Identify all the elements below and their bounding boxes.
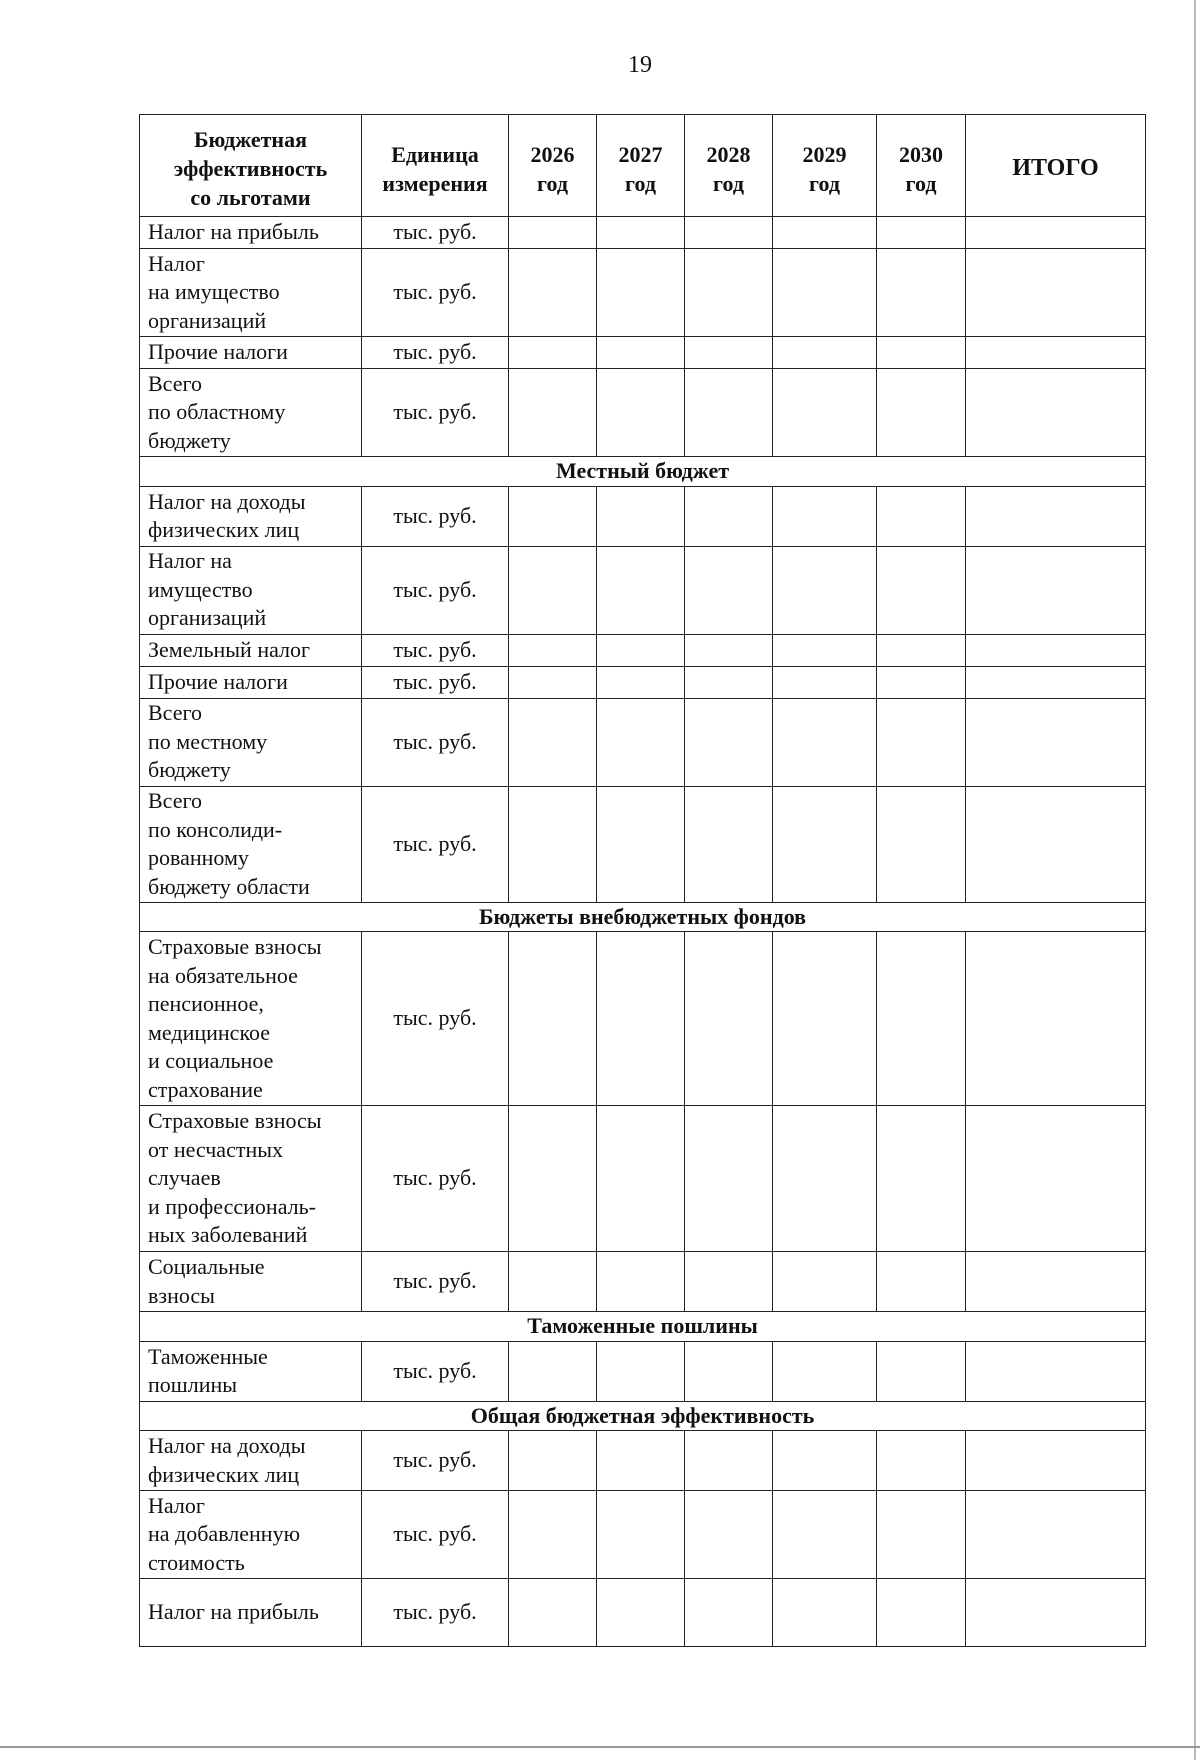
empty-value-cell xyxy=(597,1431,685,1491)
empty-value-cell xyxy=(966,666,1146,698)
empty-value-cell xyxy=(877,698,966,786)
row-unit: тыс. руб. xyxy=(362,369,509,457)
empty-value-cell xyxy=(773,932,877,1106)
empty-value-cell xyxy=(597,786,685,902)
row-label: Налог на прибыль xyxy=(140,217,362,249)
section-row xyxy=(140,1312,1146,1342)
empty-value-cell xyxy=(773,786,877,902)
empty-value-cell xyxy=(773,634,877,666)
row-label: Таможенные пошлины xyxy=(140,1341,362,1401)
header-year-2026: 2026 год xyxy=(509,115,597,217)
table-row xyxy=(140,1341,1146,1401)
table-row xyxy=(140,634,1146,666)
empty-value-cell xyxy=(597,666,685,698)
header-indicator: Бюджетная эффективность со льготами xyxy=(140,115,362,217)
row-unit: тыс. руб. xyxy=(362,1252,509,1312)
row-label: Налог на имущество организаций xyxy=(140,546,362,634)
empty-value-cell xyxy=(685,1341,773,1401)
empty-value-cell xyxy=(685,249,773,337)
empty-value-cell xyxy=(877,486,966,546)
row-unit: тыс. руб. xyxy=(362,1341,509,1401)
row-label: Социальные взносы xyxy=(140,1252,362,1312)
empty-value-cell xyxy=(685,369,773,457)
empty-value-cell xyxy=(773,486,877,546)
empty-value-cell xyxy=(509,546,597,634)
row-label: Налог на имущество организаций xyxy=(140,249,362,337)
row-label: Страховые взносы от несчастных случаев и профессиональ- ных заболеваний xyxy=(140,1106,362,1252)
empty-value-cell xyxy=(685,1252,773,1312)
empty-value-cell xyxy=(597,1579,685,1647)
empty-value-cell xyxy=(773,1341,877,1401)
empty-value-cell xyxy=(877,369,966,457)
header-year-2030: 2030 год xyxy=(877,115,966,217)
empty-value-cell xyxy=(685,786,773,902)
row-unit: тыс. руб. xyxy=(362,932,509,1106)
empty-value-cell xyxy=(773,249,877,337)
empty-value-cell xyxy=(509,786,597,902)
row-unit: тыс. руб. xyxy=(362,786,509,902)
empty-value-cell xyxy=(966,1252,1146,1312)
row-label: Всего по областному бюджету xyxy=(140,369,362,457)
row-unit: тыс. руб. xyxy=(362,1579,509,1647)
empty-value-cell xyxy=(773,369,877,457)
section-title: Общая бюджетная эффективность xyxy=(140,1401,1146,1431)
empty-value-cell xyxy=(597,486,685,546)
row-unit: тыс. руб. xyxy=(362,217,509,249)
empty-value-cell xyxy=(966,1106,1146,1252)
empty-value-cell xyxy=(509,666,597,698)
empty-value-cell xyxy=(509,1491,597,1579)
row-label: Страховые взносы на обязательное пенсионное, медицинское и социальное страхование xyxy=(140,932,362,1106)
empty-value-cell xyxy=(509,1252,597,1312)
empty-value-cell xyxy=(877,634,966,666)
empty-value-cell xyxy=(685,634,773,666)
scan-edge-bottom xyxy=(0,1746,1200,1748)
empty-value-cell xyxy=(966,1341,1146,1401)
empty-value-cell xyxy=(966,1491,1146,1579)
empty-value-cell xyxy=(597,1491,685,1579)
empty-value-cell xyxy=(877,546,966,634)
table-row xyxy=(140,337,1146,369)
empty-value-cell xyxy=(597,932,685,1106)
empty-value-cell xyxy=(877,932,966,1106)
empty-value-cell xyxy=(877,666,966,698)
empty-value-cell xyxy=(685,1579,773,1647)
row-label: Всего по местному бюджету xyxy=(140,698,362,786)
row-unit: тыс. руб. xyxy=(362,666,509,698)
empty-value-cell xyxy=(597,369,685,457)
empty-value-cell xyxy=(773,1252,877,1312)
empty-value-cell xyxy=(597,337,685,369)
row-unit: тыс. руб. xyxy=(362,337,509,369)
empty-value-cell xyxy=(597,217,685,249)
empty-value-cell xyxy=(773,337,877,369)
empty-value-cell xyxy=(685,1106,773,1252)
empty-value-cell xyxy=(685,1431,773,1491)
scan-edge-right xyxy=(1194,0,1196,1760)
empty-value-cell xyxy=(877,1579,966,1647)
table-row xyxy=(140,1431,1146,1491)
empty-value-cell xyxy=(685,932,773,1106)
empty-value-cell xyxy=(509,1579,597,1647)
empty-value-cell xyxy=(597,634,685,666)
header-year-2027: 2027 год xyxy=(597,115,685,217)
header-year-2029: 2029 год xyxy=(773,115,877,217)
empty-value-cell xyxy=(509,1431,597,1491)
empty-value-cell xyxy=(685,1491,773,1579)
empty-value-cell xyxy=(966,634,1146,666)
empty-value-cell xyxy=(773,698,877,786)
empty-value-cell xyxy=(509,337,597,369)
empty-value-cell xyxy=(877,1252,966,1312)
section-title: Таможенные пошлины xyxy=(140,1312,1146,1342)
empty-value-cell xyxy=(685,217,773,249)
row-label: Прочие налоги xyxy=(140,337,362,369)
table-row xyxy=(140,1252,1146,1312)
header-year-2028: 2028 год xyxy=(685,115,773,217)
empty-value-cell xyxy=(877,249,966,337)
empty-value-cell xyxy=(509,486,597,546)
empty-value-cell xyxy=(685,698,773,786)
empty-value-cell xyxy=(966,786,1146,902)
empty-value-cell xyxy=(966,486,1146,546)
empty-value-cell xyxy=(509,634,597,666)
header-unit: Единица измерения xyxy=(362,115,509,217)
empty-value-cell xyxy=(509,698,597,786)
empty-value-cell xyxy=(877,337,966,369)
table-header-row xyxy=(140,115,1146,217)
empty-value-cell xyxy=(877,786,966,902)
empty-value-cell xyxy=(509,217,597,249)
empty-value-cell xyxy=(877,1341,966,1401)
empty-value-cell xyxy=(509,1106,597,1252)
row-label: Налог на доходы физических лиц xyxy=(140,486,362,546)
empty-value-cell xyxy=(773,666,877,698)
table-row xyxy=(140,932,1146,1106)
empty-value-cell xyxy=(966,1579,1146,1647)
table-row xyxy=(140,1579,1146,1647)
table-row xyxy=(140,486,1146,546)
empty-value-cell xyxy=(773,1431,877,1491)
empty-value-cell xyxy=(877,1491,966,1579)
row-unit: тыс. руб. xyxy=(362,1106,509,1252)
empty-value-cell xyxy=(597,1106,685,1252)
empty-value-cell xyxy=(597,249,685,337)
empty-value-cell xyxy=(597,1341,685,1401)
empty-value-cell xyxy=(966,337,1146,369)
row-label: Земельный налог xyxy=(140,634,362,666)
empty-value-cell xyxy=(509,249,597,337)
row-label: Налог на доходы физических лиц xyxy=(140,1431,362,1491)
table-row xyxy=(140,786,1146,902)
empty-value-cell xyxy=(966,546,1146,634)
empty-value-cell xyxy=(773,1106,877,1252)
row-unit: тыс. руб. xyxy=(362,698,509,786)
empty-value-cell xyxy=(509,369,597,457)
table-body xyxy=(140,217,1146,1647)
table-row xyxy=(140,1106,1146,1252)
row-unit: тыс. руб. xyxy=(362,486,509,546)
section-title: Бюджеты внебюджетных фондов xyxy=(140,902,1146,932)
table-row xyxy=(140,369,1146,457)
budget-efficiency-table xyxy=(139,114,1146,1647)
empty-value-cell xyxy=(509,932,597,1106)
empty-value-cell xyxy=(685,666,773,698)
empty-value-cell xyxy=(966,217,1146,249)
empty-value-cell xyxy=(773,1491,877,1579)
empty-value-cell xyxy=(773,1579,877,1647)
table-row xyxy=(140,546,1146,634)
table-row xyxy=(140,1491,1146,1579)
row-label: Прочие налоги xyxy=(140,666,362,698)
row-unit: тыс. руб. xyxy=(362,546,509,634)
empty-value-cell xyxy=(597,1252,685,1312)
row-label: Налог на добавленную стоимость xyxy=(140,1491,362,1579)
empty-value-cell xyxy=(509,1341,597,1401)
empty-value-cell xyxy=(966,698,1146,786)
section-row xyxy=(140,902,1146,932)
row-unit: тыс. руб. xyxy=(362,249,509,337)
empty-value-cell xyxy=(877,217,966,249)
table-row xyxy=(140,249,1146,337)
empty-value-cell xyxy=(773,546,877,634)
table-row xyxy=(140,217,1146,249)
page-number: 19 xyxy=(628,52,652,78)
empty-value-cell xyxy=(966,932,1146,1106)
empty-value-cell xyxy=(966,1431,1146,1491)
empty-value-cell xyxy=(597,698,685,786)
row-unit: тыс. руб. xyxy=(362,634,509,666)
table-row xyxy=(140,698,1146,786)
empty-value-cell xyxy=(685,546,773,634)
row-label: Всего по консолиди- рованному бюджету области xyxy=(140,786,362,902)
section-title: Местный бюджет xyxy=(140,457,1146,487)
section-row xyxy=(140,1401,1146,1431)
empty-value-cell xyxy=(685,486,773,546)
empty-value-cell xyxy=(685,337,773,369)
header-total: ИТОГО xyxy=(966,115,1146,217)
row-unit: тыс. руб. xyxy=(362,1431,509,1491)
empty-value-cell xyxy=(597,546,685,634)
empty-value-cell xyxy=(966,249,1146,337)
empty-value-cell xyxy=(877,1431,966,1491)
table-row xyxy=(140,666,1146,698)
empty-value-cell xyxy=(773,217,877,249)
row-label: Налог на прибыль xyxy=(140,1579,362,1647)
section-row xyxy=(140,457,1146,487)
row-unit: тыс. руб. xyxy=(362,1491,509,1579)
empty-value-cell xyxy=(877,1106,966,1252)
empty-value-cell xyxy=(966,369,1146,457)
